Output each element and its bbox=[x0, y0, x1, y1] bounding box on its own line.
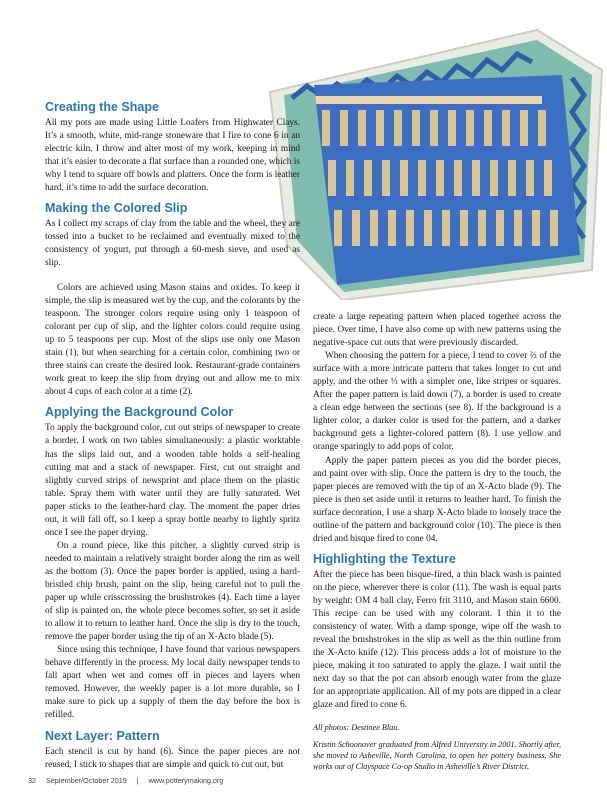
paragraph: Colors are achieved using Mason stains and oxides. To keep it simple, the slip is measured wet by the cup, and the colorants by the teaspoon. The stronger colors require using only 1 teaspoon of colorant per cup of slip, and the lighter colors could require using up to 5 teaspoons per cup. Most of the slips use only one Mason stain (1), but when searching for a certain color, combining two or three stains can create the desired look. Restaurant-grade containers work great to keep the slip from drying out and allow me to mix about 4 cups of each color at a time (2). bbox=[45, 283, 300, 398]
paragraph: Each stencil is cut by hand (6). Since the paper pieces are not reused, I stick to shapes that are simple and quick to cut out, but bbox=[45, 746, 300, 770]
column-left-top bbox=[45, 94, 300, 270]
paragraph: On a round piece, like this pitcher, a slightly curved strip is needed to maintain a relatively straight border along the rim as well as the bottom (3). Once the paper border is applied, using a hard-bristled chip brush, paint on the slip, being careful not to pull the paper up while crisscrossing the brushstrokes (4). Each time a layer of slip is painted on, the whole piece becomes softer, so set it aside to allow it to return to leather hard. Once the slip is dry to the touch, remove the paper border using the tip of an X-Acto blade (5). bbox=[45, 540, 300, 643]
page-footer bbox=[28, 776, 231, 785]
footer-url[interactable]: www.potterymaking.org bbox=[148, 776, 224, 785]
paragraph: create a large repeating pattern when placed together across the piece. Over time, I have also come up with new patterns using the negative-space cut outs that were previously discarded. bbox=[313, 312, 561, 349]
paragraph: To apply the background color, cut out strips of newspaper to create a border. I work on two tables simultaneously: a plastic worktable has the slips laid out, and a wooden table holds a self-healing cutting mat and a stack of newspaper. First, cut out straight and slightly curved strips of newsprint and place them on the plastic table. Spray them with water until they are fully saturated. Wet paper sticks to the leather-hard clay. The moment the paper dries out, it will fall off, so I keep a spray bottle nearby to lightly spritz once I see the paper drying. bbox=[45, 423, 300, 538]
photo-credit: All photos: Destinee Blau. bbox=[313, 723, 400, 733]
paragraph: Since using this technique, I have found that various newspapers behave differently in the process. My local daily newspaper tends to fall apart when wet and comes off in pieces and layers when removed. However, the weekly paper is a lot more durable, so I make sure to pick up a supply of them the day before the box is refilled. bbox=[45, 645, 300, 721]
paragraph: Apply the paper pattern pieces as you did the border pieces, and paint over with slip. Once the pattern is dry to the touch, the paper pieces are removed with the tip of an X-Acto blade (9). The piece is then set aside until it returns to leather hard. To finish the surface decoration, I use a sharp X-Acto blade to loosely trace the outline of the pattern and background color (10). The piece is then dried and bisque fired to cone 04. bbox=[313, 455, 561, 544]
heading-highlighting-texture: Highlighting the Texture bbox=[313, 551, 456, 566]
heading-creating-the-shape: Creating the Shape bbox=[45, 100, 159, 114]
footer-separator: | bbox=[136, 776, 139, 785]
page-number: 32 bbox=[28, 776, 36, 785]
heading-next-layer-pattern: Next Layer: Pattern bbox=[45, 728, 160, 743]
heading-applying-background-color: Applying the Background Color bbox=[45, 405, 234, 420]
platter-inner-band bbox=[302, 96, 542, 104]
pottery-platter-photo bbox=[262, 0, 607, 300]
paragraph: As I collect my scraps of clay from the table and the wheel, they are tossed into a bucket to be reclaimed and eventually mixed to the consistency of yogurt, put through a 60-mesh sieve, and used as slip. bbox=[45, 219, 300, 269]
column-right bbox=[313, 311, 561, 772]
paragraph: When choosing the pattern for a piece, I tend to cover ⅔ of the surface with a more intricate pattern that takes longer to cut and apply, and the other ⅓ with a simpler one, like stripes or squares. After the paper pattern is laid down (7), a border is used to create a clean edge between the sections (see 8). If the background is a lighter color, a darker color is used for the pattern, and a darker background gets a lighter-colored pattern (8). I use yellow and orange sparingly to add pops of color. bbox=[313, 351, 561, 453]
column-full-left bbox=[45, 282, 300, 772]
issue-date: September/October 2019 bbox=[46, 776, 127, 785]
heading-making-colored-slip: Making the Colored Slip bbox=[45, 201, 188, 216]
paragraph: After the piece has been bisque-fired, a thin black wash is painted on the piece, wherever there is color (11). The wash is equal parts by weight: OM 4 ball clay, Ferro frit 3110, and Mason stain 6600. This recipe can be used with any colorant. I thin it to the consistency of water. With a damp sponge, wipe off the wash to reveal the brushstrokes in the slip as well as the thin outline from the X-Acto knife (12). This process adds a lot of moisture to the piece, making it too saturated to apply the glaze. I wait until the next day so that the pot can absorb enough water from the glaze for an appropriate application. All of my pots are dipped in a clear glaze and fired to cone 6. bbox=[313, 569, 561, 711]
author-bio: Kristin Schoonover graduated from Alfred University in 2001. Shortly after, she moved to Asheville, North Carolina, to open her pottery business. She works out of Clayspace Co-op Studio in Asheville’s River District. bbox=[313, 740, 561, 772]
paragraph: All my pots are made using Little Loafers from Highwater Clays. It’s a smooth, white, mid-range stoneware that I fire to cone 6 in an electric kiln. I throw and alter most of my work, keeping in mind that it’s easier to decorate a flat surface than a rounded one, which is why I tend to square off bowls and platters. Once the form is leather hard, it’s time to add the surface decoration. bbox=[45, 118, 300, 194]
